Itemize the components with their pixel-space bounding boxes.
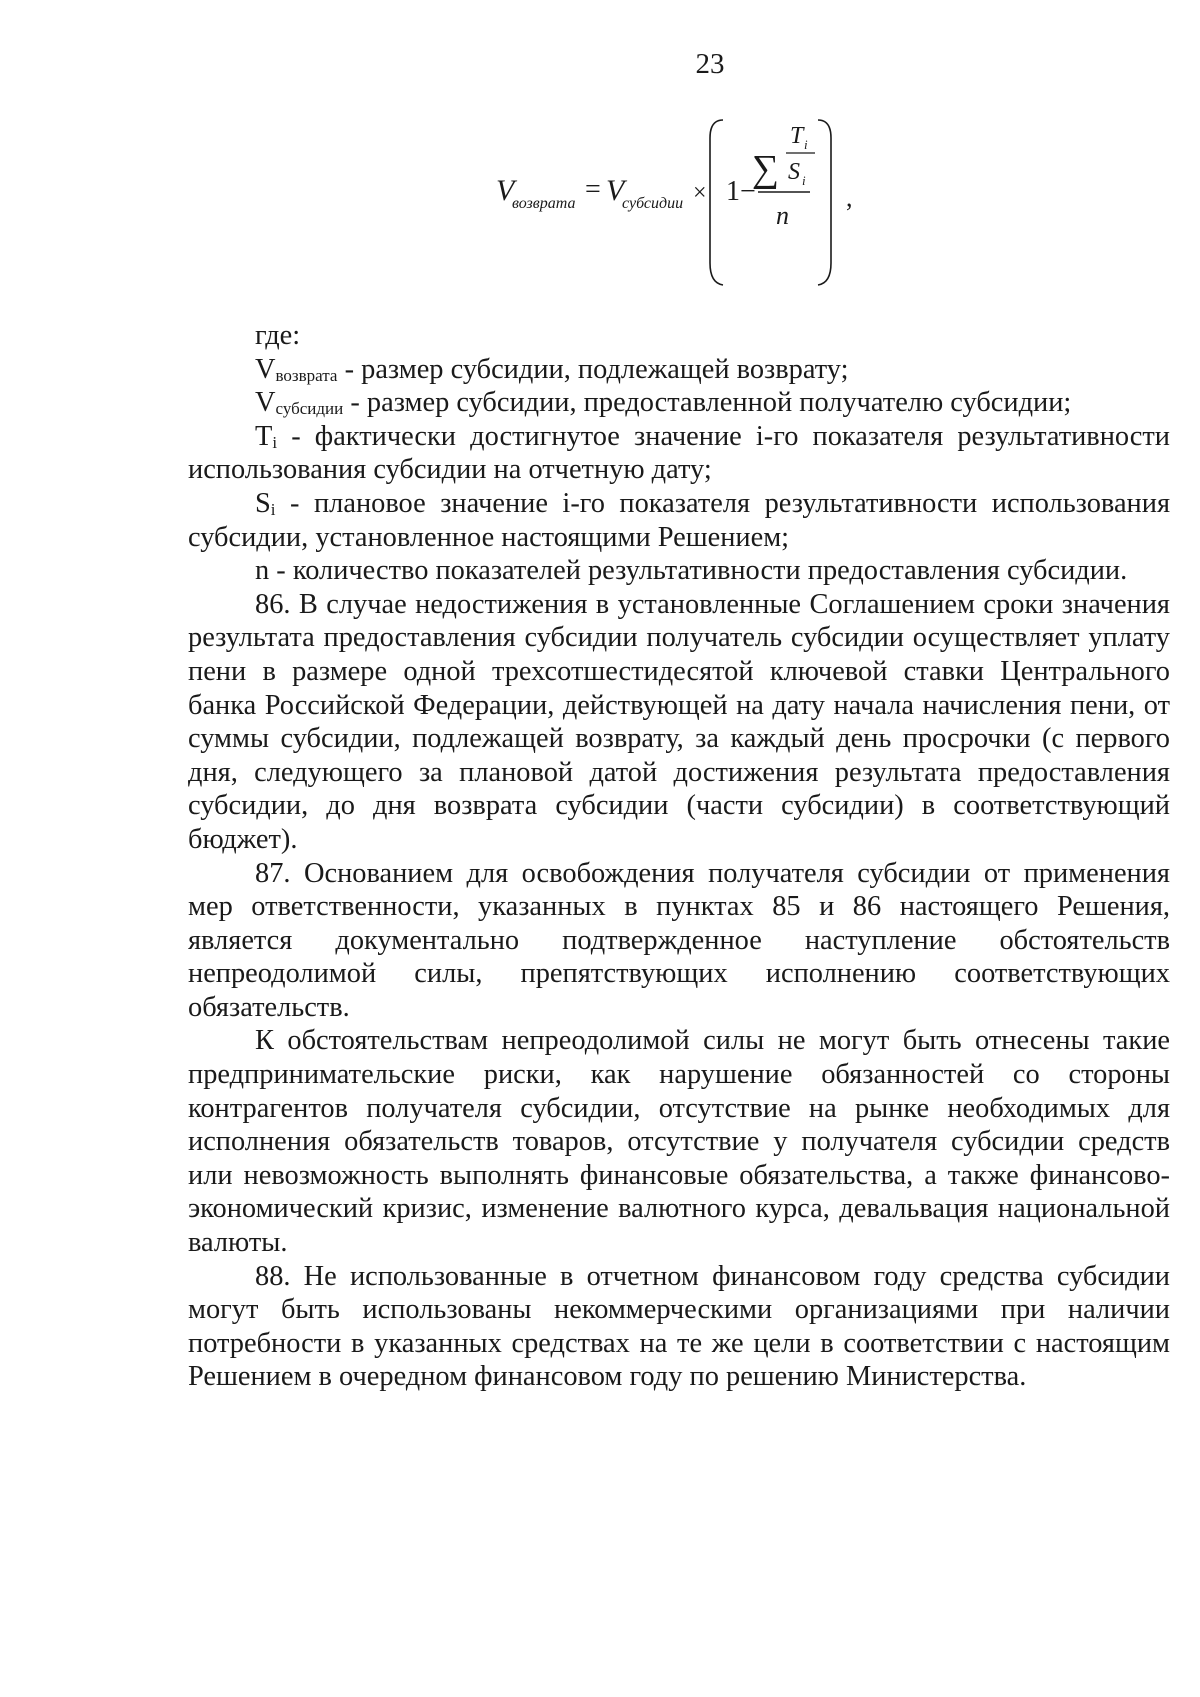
definition-n	[188, 554, 1170, 588]
formula-s: S	[788, 159, 800, 185]
definition-text: - количество показателей результативности предоставления субсидии.	[269, 555, 1128, 587]
definition-sub: возврата	[275, 365, 338, 385]
definition-sub: i	[272, 432, 278, 452]
formula-one-minus: 1−	[726, 176, 756, 207]
definition-v-subsidy	[188, 386, 1170, 420]
document-body	[188, 319, 1170, 1394]
formula-lhs-var: V	[496, 174, 515, 207]
definition-s-i	[188, 487, 1170, 554]
paragraph-force-majeure: К обстоятельствам непреодолимой силы не могут быть отнесены такие предпринимательские риски, как нарушение обязанностей со стороны контрагентов получателя субсидии, отсутствие на рынке необходимых для исполнения обязательств товаров, отсутствие у получателя субсидии средств или невозможность выполнять финансовые обязательства, а также финансово-экономический кризис, изменение валютного курса, девальвация национальной валюты.	[188, 1025, 1170, 1259]
formula-equals: =	[585, 174, 601, 205]
formula-rhs-sub: субсидии	[622, 195, 684, 212]
definition-var: V	[255, 353, 276, 385]
definition-text: - размер субсидии, предоставленной получателю субсидии;	[343, 387, 1072, 419]
definition-text: - размер субсидии, подлежащей возврату;	[337, 353, 849, 385]
definition-sub: i	[270, 499, 276, 519]
formula-times: ×	[693, 180, 707, 206]
definition-sub: субсидии	[275, 399, 344, 419]
formula-s-sub: i	[802, 173, 806, 188]
definition-t-i	[188, 420, 1170, 487]
definition-v-return	[188, 353, 1170, 387]
definition-var: n	[255, 555, 270, 587]
paragraph-87: 87. Основанием для освобождения получателя субсидии от применения мер ответственности, указанных в пунктах 85 и 86 настоящего Решения, является документально подтвержденное наступление обстоятельств непреодолимой силы, препятствующих исполнению соответствующих обязательств.	[188, 857, 1170, 1023]
page-number: 23	[695, 48, 725, 80]
paragraph-86: 86. В случае недостижения в установленные Соглашением сроки значения результата предоставления субсидии получатель субсидии осуществляет уплату пени в размере одной трехсотшестидесятой ключевой ставки Центрального банка Российской Федерации, действующей на дату начала начисления пени, от суммы субсидии, подлежащей возврату, за каждый день просрочки (с первого дня, следующего за плановой датой достижения результата предоставления субсидии, до дня возврата субсидии (части субсидии) в соответствующий бюджет).	[188, 588, 1170, 855]
definition-var: S	[255, 487, 271, 519]
formula-left-paren	[710, 120, 723, 285]
formula-t: T	[790, 123, 804, 149]
formula-rhs-var: V	[606, 174, 625, 207]
definition-var: V	[255, 387, 276, 419]
where-label: где:	[255, 320, 301, 351]
formula-lhs-sub: возврата	[512, 195, 576, 212]
formula-t-sub: i	[804, 137, 808, 152]
definition-text: - фактически достигнутое значение i-го показателя результативности использования субсидии на отчетную дату;	[188, 420, 1170, 486]
formula-n: n	[776, 201, 789, 230]
formula-right-paren	[818, 120, 831, 285]
paragraph-88: 88. Не использованные в отчетном финансовом году средства субсидии могут быть использованы некоммерческими организациями при наличии потребности в указанных средствах на те же цели в соответствии с настоящим Решением в очередном финансовом году по решению Министерства.	[188, 1260, 1170, 1393]
refund-formula	[490, 118, 890, 293]
definition-var: T	[255, 420, 273, 452]
definition-text: - плановое значение i-го показателя результативности использования субсидии, установленное настоящими Решением;	[188, 487, 1170, 553]
formula-comma: ,	[846, 183, 853, 212]
formula-sum: ∑	[752, 148, 780, 190]
